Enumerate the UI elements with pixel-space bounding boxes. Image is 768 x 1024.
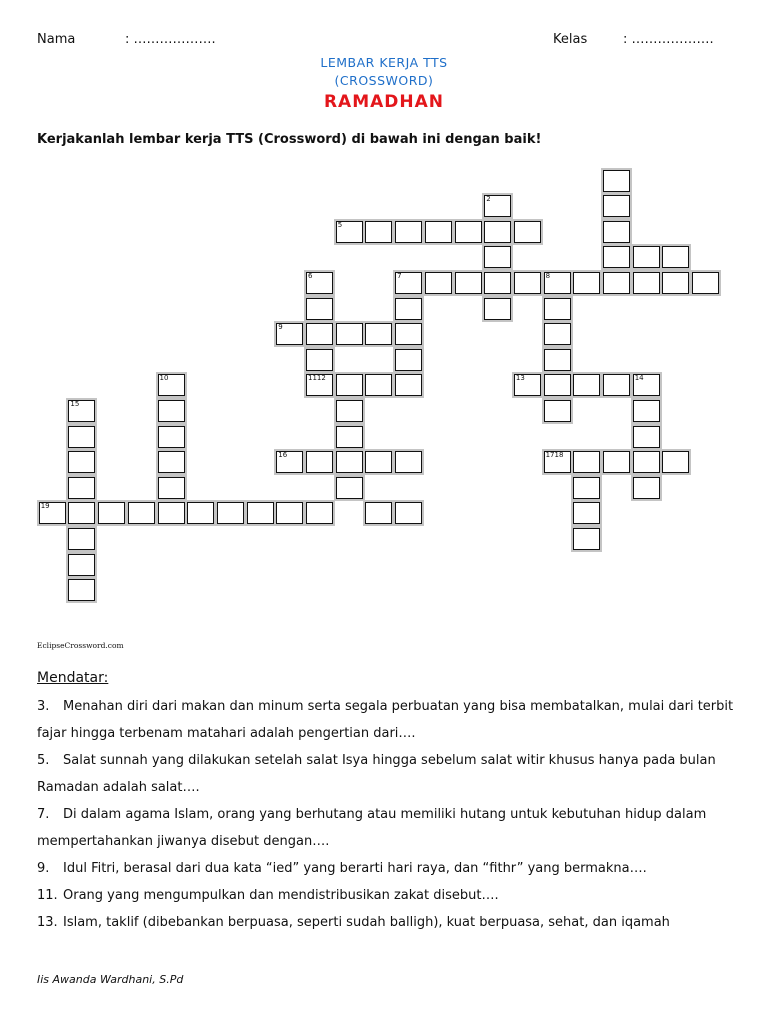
- crossword-cell[interactable]: [455, 221, 482, 243]
- crossword-cell[interactable]: [306, 298, 333, 320]
- crossword-cell[interactable]: [395, 502, 422, 524]
- crossword-cell[interactable]: [484, 195, 511, 217]
- clue-item-number: 5.: [37, 753, 50, 768]
- clue-item: [37, 801, 763, 855]
- crossword-cell[interactable]: [365, 221, 392, 243]
- crossword-cell[interactable]: [68, 477, 95, 499]
- crossword-cell[interactable]: [365, 374, 392, 396]
- clue-number: 1718: [545, 451, 564, 460]
- clue-item-number: 9.: [37, 861, 50, 876]
- clue-item-number: 7.: [37, 807, 50, 822]
- crossword-cell[interactable]: [336, 451, 363, 473]
- clue-item-text: Salat sunnah yang dilakukan setelah salat Isya hingga sebelum salat witir khusus hanya pada bulan Ramadan adalah salat….: [37, 753, 716, 795]
- crossword-cell[interactable]: [514, 221, 541, 243]
- clue-item-text: Menahan diri dari makan dan minum serta segala perbuatan yang bisa membatalkan, mulai dari terbit fajar hingga terbenam matahari adalah pengertian dari….: [37, 699, 734, 741]
- clue-number: 14: [634, 374, 644, 383]
- crossword-cell[interactable]: [187, 502, 214, 524]
- crossword-cell[interactable]: [68, 502, 95, 524]
- crossword-cell[interactable]: [365, 323, 392, 345]
- clue-item-text: Orang yang mengumpulkan dan mendistribusikan zakat disebut….: [63, 888, 499, 903]
- crossword-cell[interactable]: [633, 426, 660, 448]
- crossword-cell[interactable]: [544, 323, 571, 345]
- clue-item-number: 11.: [37, 888, 58, 903]
- crossword-cell[interactable]: [633, 400, 660, 422]
- crossword-cell[interactable]: [662, 246, 689, 268]
- crossword-cell[interactable]: [336, 221, 363, 243]
- crossword-cell[interactable]: [544, 298, 571, 320]
- worksheet-subtitle: (CROSSWORD): [334, 73, 434, 88]
- crossword-cell[interactable]: [395, 349, 422, 371]
- clue-number: 6: [308, 272, 313, 280]
- crossword-cell[interactable]: [692, 272, 719, 294]
- crossword-cell[interactable]: [306, 374, 333, 396]
- clue-item: [37, 693, 763, 747]
- crossword-cell[interactable]: [395, 374, 422, 396]
- crossword-cell[interactable]: [158, 451, 185, 473]
- crossword-cell[interactable]: [306, 451, 333, 473]
- clue-item-text: Di dalam agama Islam, orang yang berhutang atau memiliki hutang untuk kebutuhan hidup dalam mempertahankan jiwanya disebut dengan….: [37, 807, 707, 849]
- crossword-cell[interactable]: [603, 246, 630, 268]
- clue-number: 1112: [308, 374, 326, 383]
- section-title: Mendatar:: [37, 670, 109, 686]
- clue-number: 19: [40, 502, 50, 511]
- clue-number: 9: [278, 323, 283, 332]
- crossword-cell[interactable]: [276, 451, 303, 473]
- kelas-field: [553, 32, 714, 47]
- crossword-cell[interactable]: [603, 221, 630, 243]
- crossword-cell[interactable]: [633, 477, 660, 499]
- crossword-cell[interactable]: [484, 221, 511, 243]
- crossword-cell[interactable]: [603, 451, 630, 473]
- crossword-cell[interactable]: [514, 272, 541, 294]
- crossword-cell[interactable]: [484, 298, 511, 320]
- crossword-cell[interactable]: [128, 502, 155, 524]
- kelas-label: Kelas: [553, 32, 588, 47]
- watermark: EclipseCrossword.com: [37, 641, 124, 650]
- crossword-cell[interactable]: [68, 528, 95, 550]
- clue-number: 15: [70, 400, 80, 408]
- crossword-cell[interactable]: [633, 246, 660, 268]
- crossword-cell[interactable]: [603, 170, 630, 192]
- crossword-cell[interactable]: [276, 323, 303, 345]
- crossword-cell[interactable]: [425, 272, 452, 294]
- crossword-cell[interactable]: [395, 298, 422, 320]
- crossword-cell[interactable]: [68, 400, 95, 422]
- clue-item: [37, 909, 763, 936]
- worksheet-theme: RAMADHAN: [323, 92, 445, 112]
- crossword-cell[interactable]: [544, 374, 571, 396]
- crossword-cell[interactable]: [573, 374, 600, 396]
- clue-number: 8: [545, 272, 551, 280]
- crossword-cell[interactable]: [395, 451, 422, 473]
- clue-number: 10: [159, 374, 169, 383]
- clue-number: 16: [278, 451, 288, 460]
- crossword-cell[interactable]: [217, 502, 244, 524]
- crossword-cell[interactable]: [573, 502, 600, 524]
- crossword-cell[interactable]: [395, 323, 422, 345]
- crossword-cell[interactable]: [544, 349, 571, 371]
- crossword-cell[interactable]: [98, 502, 125, 524]
- crossword-cell[interactable]: [336, 426, 363, 448]
- author-footer: Iis Awanda Wardhani, S.Pd: [37, 973, 184, 986]
- crossword-cell[interactable]: [68, 579, 95, 601]
- clue-item: [37, 855, 763, 882]
- crossword-cell[interactable]: [68, 451, 95, 473]
- crossword-cell[interactable]: [544, 272, 571, 294]
- crossword-cell[interactable]: [306, 349, 333, 371]
- crossword-cell[interactable]: [633, 374, 660, 396]
- clue-number: 2: [486, 195, 491, 204]
- crossword-cell[interactable]: [336, 374, 363, 396]
- crossword-cell[interactable]: [365, 451, 392, 473]
- kelas-value: : ……………….: [623, 32, 714, 47]
- crossword-cell[interactable]: [395, 272, 422, 294]
- crossword-cell[interactable]: [573, 528, 600, 550]
- crossword-cell[interactable]: [573, 451, 600, 473]
- worksheet-title: LEMBAR KERJA TTS: [320, 55, 448, 70]
- nama-field: [37, 32, 216, 47]
- crossword-cell[interactable]: [603, 272, 630, 294]
- crossword-cell[interactable]: [306, 502, 333, 524]
- crossword-cell[interactable]: [276, 502, 303, 524]
- crossword-cell[interactable]: [365, 502, 392, 524]
- crossword-cell[interactable]: [158, 374, 185, 396]
- clue-item: [37, 882, 763, 909]
- clue-item-text: Idul Fitri, berasal dari dua kata “ied” yang berarti hari raya, dan “fithr” yang bermakna….: [63, 861, 647, 876]
- clue-number: 13: [515, 374, 525, 383]
- clue-item-number: 3.: [37, 699, 50, 714]
- clue-item: [37, 747, 763, 801]
- nama-value: : ……………….: [125, 32, 216, 47]
- crossword-cell[interactable]: [336, 477, 363, 499]
- crossword-cell[interactable]: [306, 323, 333, 345]
- clue-number: 7: [397, 272, 402, 280]
- crossword-cell[interactable]: [484, 246, 511, 268]
- instruction: Kerjakanlah lembar kerja TTS (Crossword) di bawah ini dengan baik!: [37, 132, 542, 147]
- crossword-cell[interactable]: [633, 451, 660, 473]
- crossword-cell[interactable]: [662, 272, 689, 294]
- crossword-cell[interactable]: [306, 272, 333, 294]
- clue-item-text: Islam, taklif (dibebankan berpuasa, seperti sudah balligh), kuat berpuasa, sehat, dan iqamah: [63, 915, 670, 930]
- crossword-cell[interactable]: [395, 221, 422, 243]
- crossword-grid: [0, 160, 768, 640]
- crossword-cell[interactable]: [455, 272, 482, 294]
- crossword-cell[interactable]: [573, 272, 600, 294]
- crossword-cell[interactable]: [336, 400, 363, 422]
- crossword-cell[interactable]: [336, 323, 363, 345]
- crossword-cell[interactable]: [603, 374, 630, 396]
- crossword-cell[interactable]: [633, 272, 660, 294]
- crossword-cell[interactable]: [425, 221, 452, 243]
- crossword-cell[interactable]: [68, 554, 95, 576]
- crossword-cell[interactable]: [247, 502, 274, 524]
- crossword-cell[interactable]: [662, 451, 689, 473]
- crossword-cell[interactable]: [158, 477, 185, 499]
- crossword-cell[interactable]: [514, 374, 541, 396]
- nama-label: Nama: [37, 32, 76, 47]
- crossword-cell[interactable]: [544, 400, 571, 422]
- clue-number: 5: [337, 220, 343, 229]
- crossword-cell[interactable]: [158, 426, 185, 448]
- crossword-cell[interactable]: [68, 426, 95, 448]
- crossword-cell[interactable]: [39, 502, 66, 524]
- crossword-cell[interactable]: [484, 272, 511, 294]
- crossword-cell[interactable]: [158, 400, 185, 422]
- crossword-cell[interactable]: [603, 195, 630, 217]
- crossword-cell[interactable]: [158, 502, 185, 524]
- clue-item-number: 13.: [37, 915, 58, 930]
- crossword-cell[interactable]: [573, 477, 600, 499]
- crossword-cell[interactable]: [544, 451, 571, 473]
